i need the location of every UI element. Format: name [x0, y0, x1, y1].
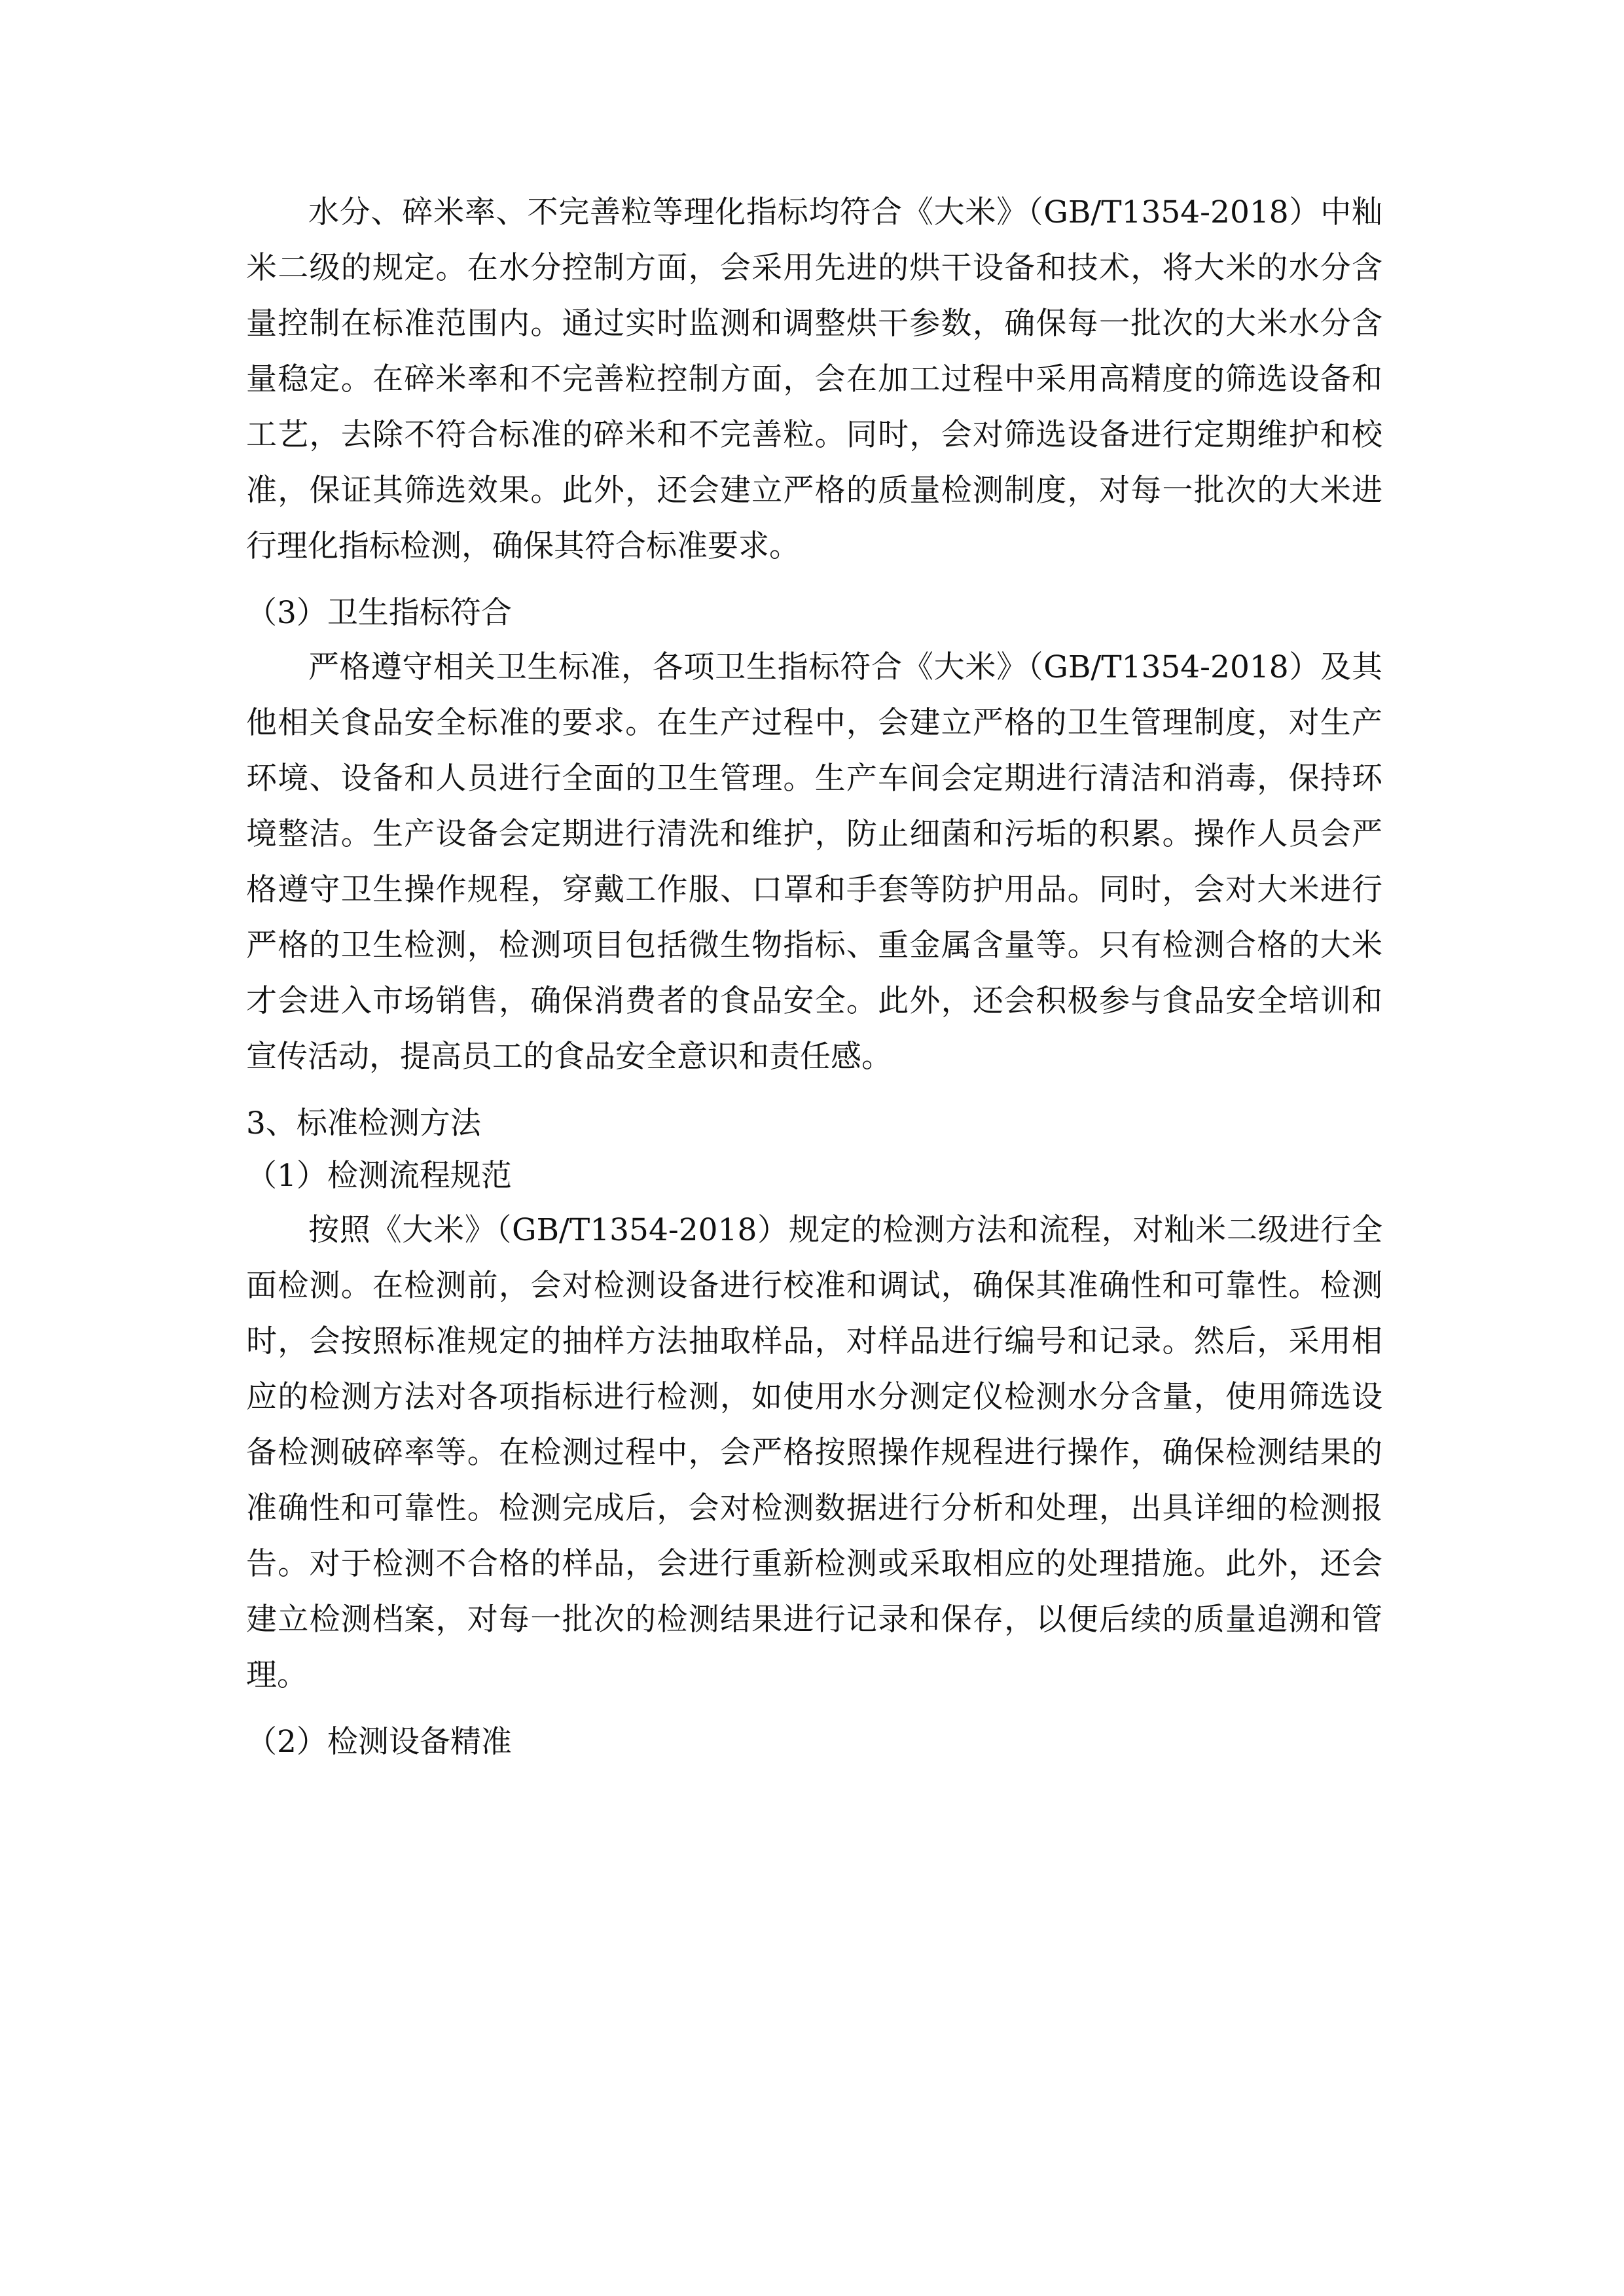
paragraph-physicochemical-indicators: 水分、碎米率、不完善粒等理化指标均符合《大米》（GB/T1354-2018）中籼米二级的规定。在水分控制方面，会采用先进的烘干设备和技术，将大米的水分含量控制在标准范围内。通过实时监测和调整烘干参数，确保每一批次的大米水分含量稳定。在碎米率和不完善粒控制方面，会在加工过程中采用高精度的筛选设备和工艺，去除不符合标准的碎米和不完善粒。同时，会对筛选设备进行定期维护和校准，保证其筛选效果。此外，还会建立严格的质量检测制度，对每一批次的大米进行理化指标检测，确保其符合标准要求。 [246, 194, 1382, 564]
paragraph-hygiene-indicators: 严格遵守相关卫生标准，各项卫生指标符合《大米》（GB/T1354-2018）及其他相关食品安全标准的要求。在生产过程中，会建立严格的卫生管理制度，对生产环境、设备和人员进行全面的卫生管理。生产车间会定期进行清洁和消毒，保持环境整洁。生产设备会定期进行清洗和维护，防止细菌和污垢的积累。操作人员会严格遵守卫生操作规程，穿戴工作服、口罩和手套等防护用品。同时，会对大米进行严格的卫生检测，检测项目包括微生物指标、重金属含量等。只有检测合格的大米才会进入市场销售，确保消费者的食品安全。此外，还会积极参与食品安全培训和宣传活动，提高员工的食品安全意识和责任感。 [246, 649, 1382, 1075]
heading-hygiene-indicators: （3）卫生指标符合 [246, 595, 512, 631]
heading-test-equipment-precision: （2）检测设备精准 [246, 1724, 512, 1760]
heading-standard-test-methods: 3、标准检测方法 [246, 1105, 481, 1141]
document-body [246, 185, 1382, 1768]
heading-test-process-spec: （1）检测流程规范 [246, 1158, 512, 1194]
paragraph-test-process-spec: 按照《大米》（GB/T1354-2018）规定的检测方法和流程，对籼米二级进行全面检测。在检测前，会对检测设备进行校准和调试，确保其准确性和可靠性。检测时，会按照标准规定的抽样方法抽取样品，对样品进行编号和记录。然后，采用相应的检测方法对各项指标进行检测，如使用水分测定仪检测水分含量，使用筛选设备检测破碎率等。在检测过程中，会严格按照操作规程进行操作，确保检测结果的准确性和可靠性。检测完成后，会对检测数据进行分析和处理，出具详细的检测报告。对于检测不合格的样品，会进行重新检测或采取相应的处理措施。此外，还会建立检测档案，对每一批次的检测结果进行记录和保存，以便后续的质量追溯和管理。 [246, 1212, 1382, 1693]
